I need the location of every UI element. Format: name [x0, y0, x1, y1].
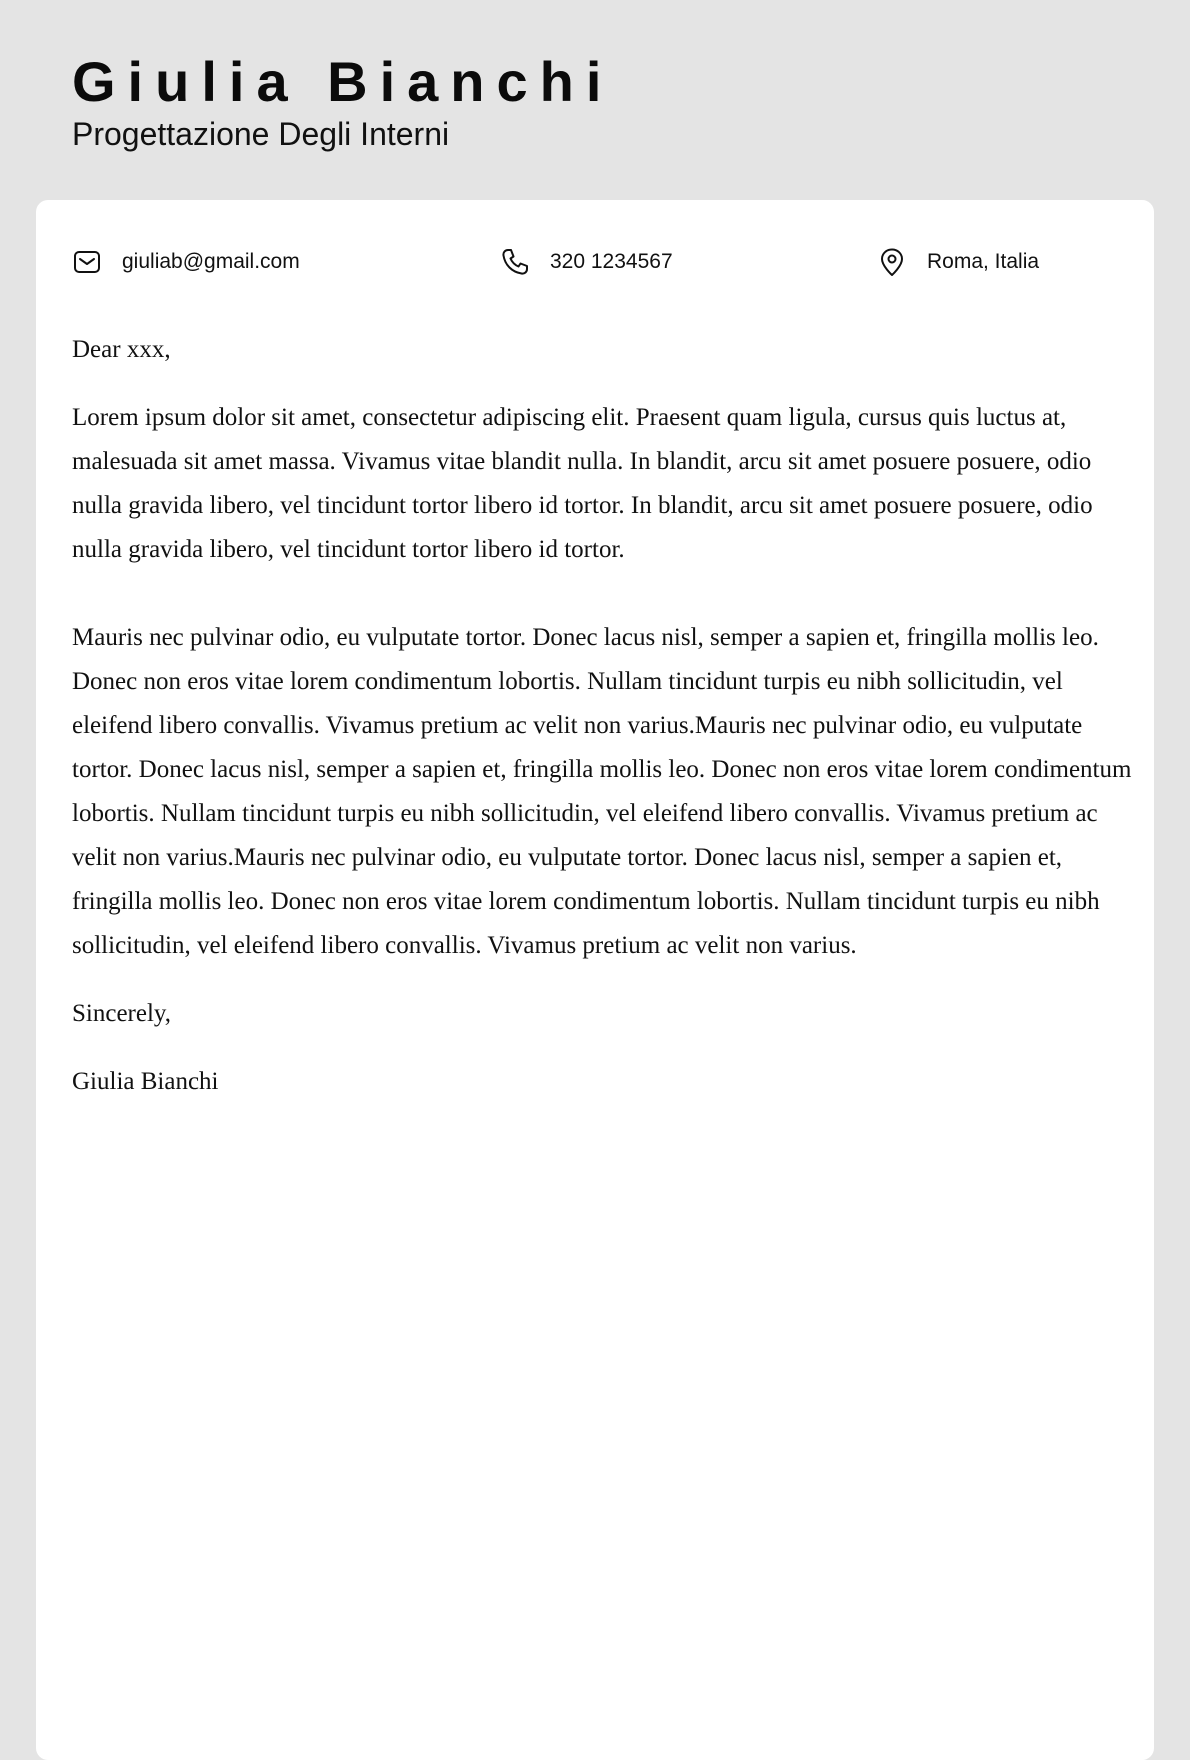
paragraph-1: Lorem ipsum dolor sit amet, consectetur adipiscing elit. Praesent quam ligula, cursus quis luctus at, malesuada sit amet massa. Vivamus vitae blandit nulla. In blandit, arcu sit amet posuere posuere, odio nulla gravida libero, vel tincidunt tortor libero id tortor. In blandit, arcu sit amet posuere posuere, odio nulla gravida libero, vel tincidunt tortor libero id tortor. — [72, 404, 1093, 563]
applicant-role: Progettazione Degli Interni — [72, 116, 450, 152]
contact-phone[interactable] — [500, 244, 673, 280]
contact-email[interactable] — [72, 244, 300, 280]
applicant-name: Giulia Bianchi — [72, 50, 614, 113]
paragraph-2: Mauris nec pulvinar odio, eu vulputate tortor. Donec lacus nisl, semper a sapien et, fringilla mollis leo. Donec non eros vitae lorem condimentum lobortis. Nullam tincidunt turpis eu nibh sollicitudin, vel eleifend libero convallis. Vivamus pretium ac velit non varius.Mauris nec pulvinar odio, eu vulputate tortor. Donec lacus nisl, semper a sapien et, fringilla mollis leo. Donec non eros vitae lorem condimentum lobortis. Nullam tincidunt turpis eu nibh sollicitudin, vel eleifend libero convallis. Vivamus pretium ac velit non varius.Mauris nec pulvinar odio, eu vulputate tortor. Donec lacus nisl, semper a sapien et, fringilla mollis leo. Donec non eros vitae lorem condimentum lobortis. Nullam tincidunt turpis eu nibh sollicitudin, vel eleifend libero convallis. Vivamus pretium ac velit non varius. — [72, 624, 1132, 959]
location-text: Roma, Italia — [927, 250, 1040, 273]
contact-row — [36, 244, 1154, 280]
phone-text[interactable]: 320 1234567 — [550, 250, 673, 273]
mail-icon — [72, 247, 102, 277]
contact-location — [877, 244, 1039, 280]
letter-header — [72, 50, 613, 154]
email-text[interactable]: giuliab@gmail.com — [122, 250, 300, 273]
salutation: Dear xxx, — [72, 336, 171, 363]
phone-icon — [500, 247, 530, 277]
letter-card — [36, 200, 1154, 1760]
signature: Giulia Bianchi — [72, 1068, 219, 1095]
letter-body — [72, 328, 1132, 1104]
location-pin-icon — [877, 247, 907, 277]
closing: Sincerely, — [72, 1000, 172, 1027]
